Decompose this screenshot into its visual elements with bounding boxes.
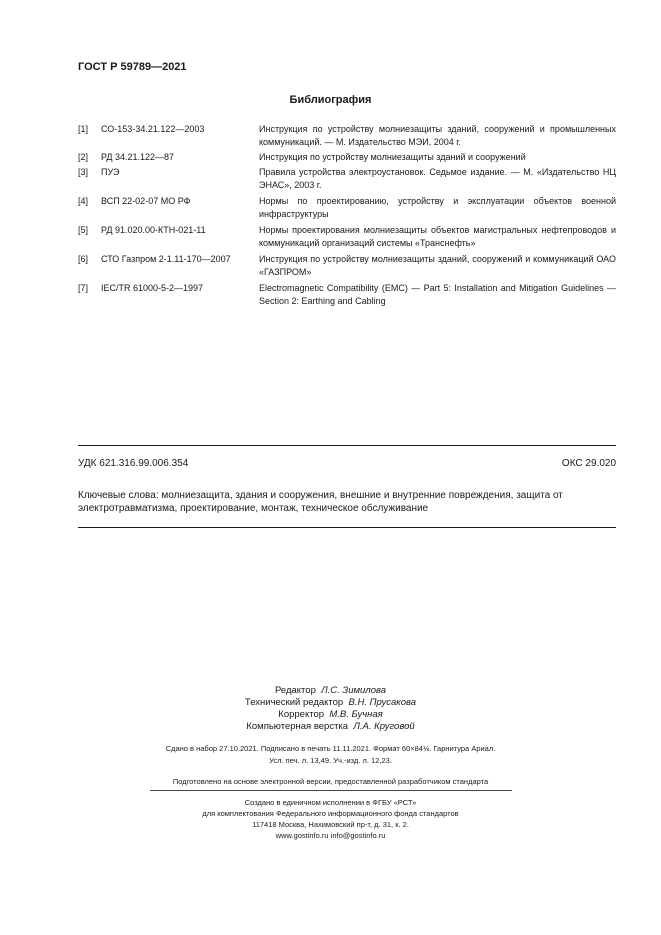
credit-line (0, 721, 661, 733)
credit-role: Компьютерная верстка (246, 721, 349, 732)
keywords: Ключевые слова: молниезащита, здания и сооружения, внешние и внутренние повреждения, защита от электротравматизма, проектирование, монтаж, техническое обслуживание (78, 490, 563, 514)
item-number: [1] (78, 124, 89, 134)
item-title: Правила устройства электроустановок. Седьмое издание. — М. «Издательство НЦ ЭНАС», 2003 г. (259, 167, 616, 190)
credit-role: Технический редактор (244, 697, 344, 708)
credit-name: Л.А. Круговой (353, 721, 415, 732)
divider (78, 527, 616, 528)
divider (78, 445, 616, 446)
item-code: ВСП 22-02-07 МО РФ (101, 196, 191, 206)
item-title: Инструкция по устройству молниезащиты зданий, сооружений и промышленных коммуникаций. — М. Издательство МЭИ, 2004 г. (259, 124, 616, 147)
item-title: Нормы по проектированию, устройству и эксплуатации объектов военной инфраструктуры (259, 196, 616, 219)
publisher-contacts: www.gostinfo.ru info@gostinfo.ru (275, 831, 386, 840)
item-code: СО-153-34.21.122—2003 (101, 124, 205, 134)
udk-code: УДК 621.316.99.006.354 (78, 458, 189, 469)
item-title: Нормы проектирования молниезащиты объектов магистральных нефтепроводов и коммуникаций организаций системы «Транснефть» (259, 225, 616, 248)
credit-line (0, 697, 661, 709)
item-number: [6] (78, 254, 89, 264)
credit-line (0, 685, 661, 697)
credit-name: Л.С. Зимилова (321, 685, 387, 696)
credit-role: Корректор (278, 709, 325, 720)
item-code: СТО Газпром 2-1.11-170—2007 (101, 254, 231, 264)
print-details: Сдано в набор 27.10.2021. Подписано в печать 11.11.2021. Формат 60×84⅛. Гарнитура Ариал. (165, 744, 496, 753)
item-code: РД 34.21.122—87 (101, 152, 175, 162)
item-number: [7] (78, 283, 89, 293)
publisher-line: для комплектования Федерального информационного фонда стандартов (202, 809, 459, 818)
prepared-note: Подготовлено на основе электронной версии, предоставленной разработчиком стандарта (172, 777, 489, 786)
item-code: ПУЭ (101, 167, 120, 177)
credits (0, 685, 661, 733)
publisher-line: Создано в единичном исполнении в ФГБУ «РСТ» (244, 798, 417, 807)
item-title: Electromagnetic Compatibility (EMC) — Part 5: Installation and Mitigation Guidelines — Section 2: Earthing and Cabling (259, 283, 616, 306)
item-number: [4] (78, 196, 89, 206)
bibliography-heading: Библиография (289, 94, 372, 106)
item-number: [3] (78, 167, 89, 177)
item-code: IEC/TR 61000-5-2—1997 (101, 283, 204, 293)
credit-name: М.В. Бучная (329, 709, 383, 720)
oks-code: ОКС 29.020 (561, 458, 616, 469)
item-title: Инструкция по устройству молниезащиты зданий и сооружений (259, 152, 526, 162)
item-code: РД 91.020.00-КТН-021-11 (101, 225, 206, 235)
item-number: [5] (78, 225, 89, 235)
standard-number: ГОСТ Р 59789—2021 (78, 61, 187, 73)
publisher-address: 117418 Москва, Нахимовский пр-т, д. 31, к. 2. (252, 820, 409, 829)
divider (150, 790, 512, 791)
credit-line (0, 709, 661, 721)
credit-role: Редактор (274, 685, 316, 696)
item-number: [2] (78, 152, 89, 162)
credit-name: В.Н. Прусакова (348, 697, 417, 708)
print-details: Усл. печ. л. 13,49. Уч.-изд. л. 12,23. (269, 756, 392, 765)
item-title: Инструкция по устройству молниезащиты зданий, сооружений и коммуникаций ОАО «ГАЗПРОМ» (259, 254, 616, 277)
